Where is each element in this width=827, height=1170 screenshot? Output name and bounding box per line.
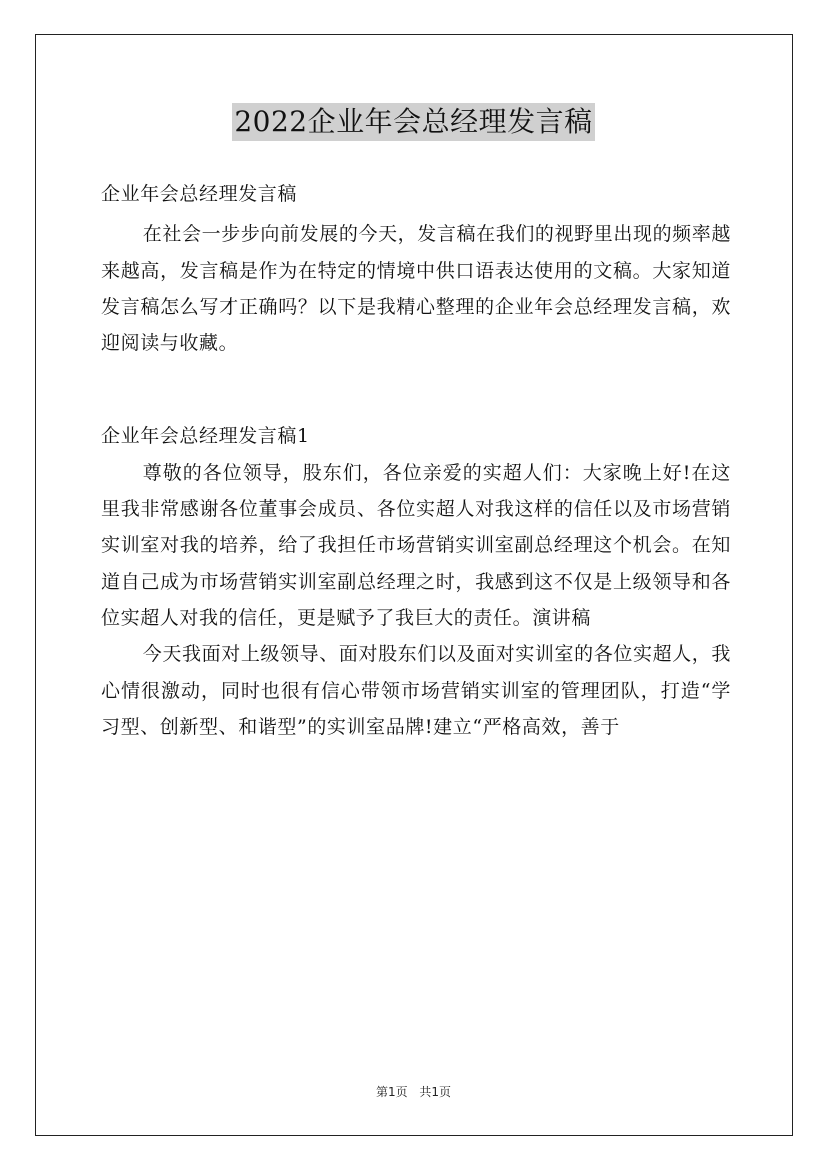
document-title: 2022企业年会总经理发言稿	[232, 103, 594, 141]
section-heading: 企业年会总经理发言稿	[101, 183, 298, 205]
intro-paragraph: 在社会一步步向前发展的今天，发言稿在我们的视野里出现的频率越来越高，发言稿是作为在特定的情境中供口语表达使用的文稿。大家知道发言稿怎么写才正确吗？以下是我精心整理的企业年会总经理发言稿，欢迎阅读与收藏。	[101, 223, 731, 355]
page-number: 第1页	[375, 1085, 408, 1099]
page-footer	[0, 1083, 827, 1100]
document-body	[101, 176, 731, 745]
body-paragraph: 尊敬的各位领导，股东们，各位亲爱的实超人们：大家晚上好!在这里我非常感谢各位董事会成员、各位实超人对我这样的信任以及市场营销实训室对我的培养，给了我担任市场营销实训室副总经理这个机会。在知道自己成为市场营销实训室副总经理之时，我感到这不仅是上级领导和各位实超人对我的信任，更是赋予了我巨大的责任。演讲稿	[101, 461, 731, 629]
title-container	[0, 103, 827, 141]
section-heading-1: 企业年会总经理发言稿1	[101, 425, 310, 448]
body-paragraph: 今天我面对上级领导、面对股东们以及面对实训室的各位实超人，我心情很激动，同时也很有信心带领市场营销实训室的管理团队，打造“学习型、创新型、和谐型”的实训室品牌!建立“严格高效，善于	[101, 643, 731, 738]
page-total: 共1页	[419, 1085, 452, 1099]
